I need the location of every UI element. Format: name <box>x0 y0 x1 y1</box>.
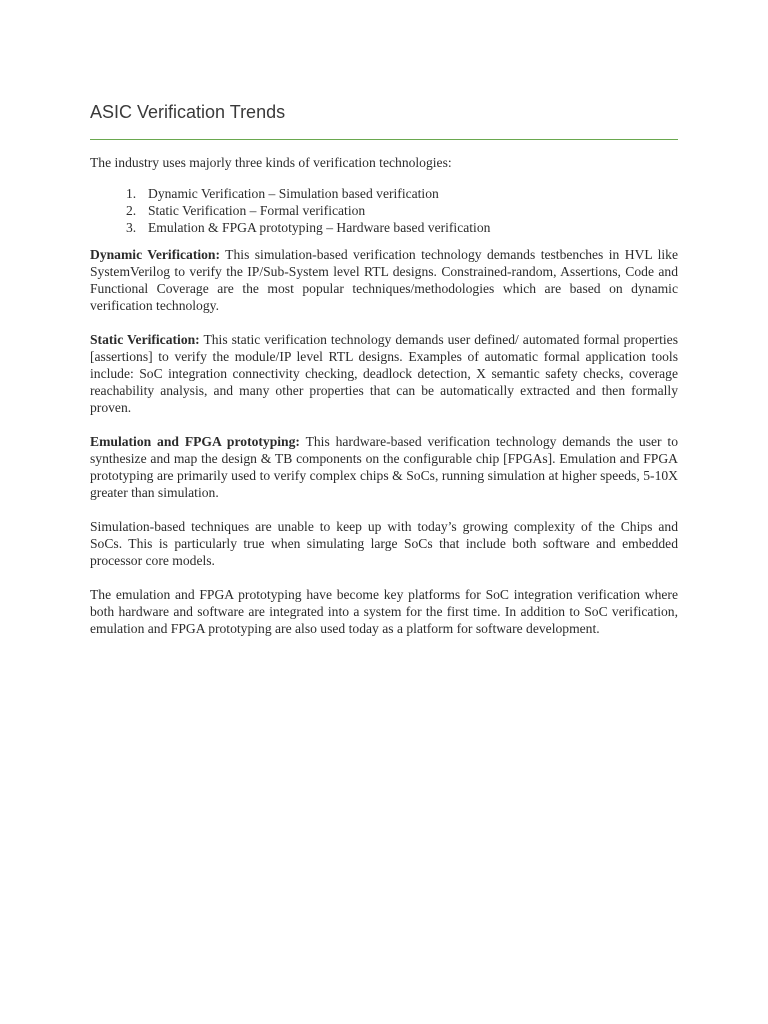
document-body <box>90 154 678 637</box>
list-number: 2. <box>126 203 137 218</box>
simulation-limits-paragraph: Simulation-based techniques are unable to keep up with today’s growing complexity of the Chips and SoCs. This is particularly true when simulating large SoCs that include both software and embedded processor core models. <box>90 519 678 568</box>
emulation-heading: Emulation and FPGA prototyping: <box>90 434 300 449</box>
intro-paragraph: The industry uses majorly three kinds of verification technologies: <box>90 155 452 170</box>
dynamic-verification-text: This simulation-based verification technology demands testbenches in HVL like SystemVerilog to verify the IP/Sub-System level RTL designs. Constrained-random, Assertions, Code and Functional Coverage are the most popular techniques/methodologies which are based on dynamic verification technology. <box>90 247 678 313</box>
platforms-paragraph: The emulation and FPGA prototyping have become key platforms for SoC integration verification where both hardware and software are integrated into a system for the first time. In addition to SoC verification, emulation and FPGA prototyping are also used today as a platform for software development. <box>90 587 678 636</box>
page-title: ASIC Verification Trends <box>90 102 286 122</box>
static-verification-text: This static verification technology demands user defined/ automated formal properties [assertions] to verify the module/IP level RTL designs. Examples of automatic formal application tools include: SoC integration connectivity checking, deadlock detection, X semantic safety checks, coverage reachability analysis, and many other properties that can be automatically extracted and then formally proven. <box>90 332 678 415</box>
static-verification-heading: Static Verification: <box>90 332 200 347</box>
dynamic-verification-heading: Dynamic Verification: <box>90 247 221 262</box>
list-item-text: Dynamic Verification – Simulation based verification <box>148 186 439 201</box>
list-item <box>126 202 678 219</box>
dynamic-verification-paragraph <box>90 246 678 314</box>
technology-list <box>90 185 678 236</box>
static-verification-paragraph <box>90 331 678 416</box>
list-item <box>126 219 678 236</box>
list-item <box>126 185 678 202</box>
list-number: 1. <box>126 186 137 201</box>
emulation-paragraph <box>90 433 678 501</box>
list-number: 3. <box>126 220 137 235</box>
list-item-text: Static Verification – Formal verification <box>148 203 366 218</box>
list-item-text: Emulation & FPGA prototyping – Hardware based verification <box>148 220 491 235</box>
title-divider <box>90 139 678 140</box>
emulation-text: This hardware-based verification technology demands the user to synthesize and map the design & TB components on the configurable chip [FPGAs]. Emulation and FPGA prototyping are primarily used to verify complex chips & SoCs, running simulation at higher speeds, 5-10X greater than simulation. <box>90 434 679 500</box>
